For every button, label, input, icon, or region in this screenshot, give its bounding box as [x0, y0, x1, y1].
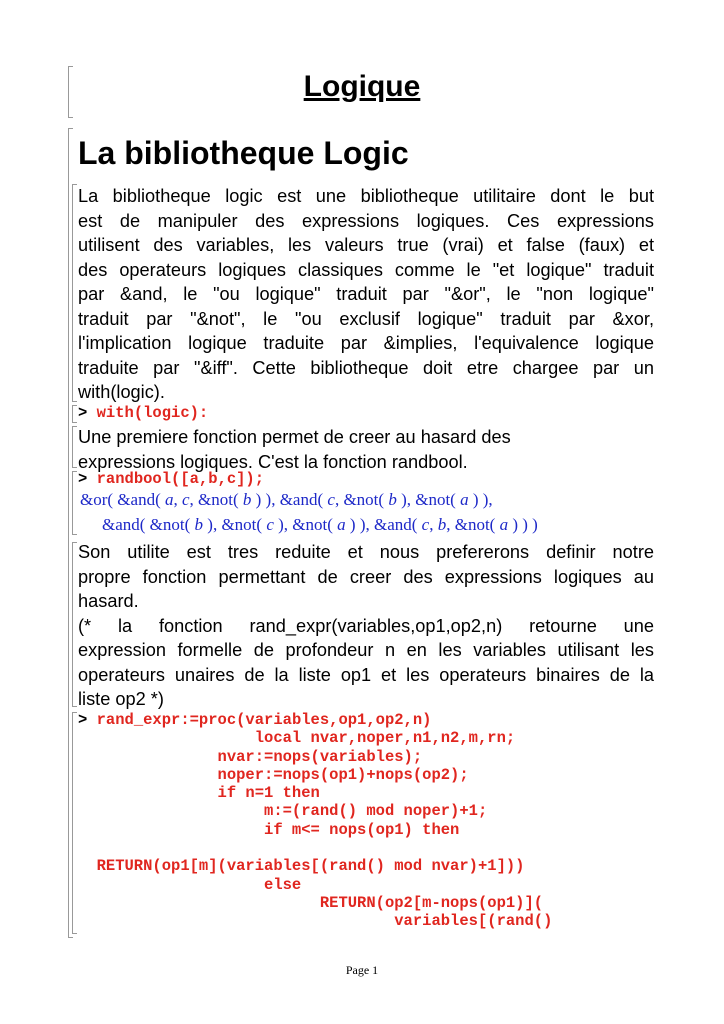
text-line: La bibliotheque logic est une bibliotheque utilitaire dont le but: [78, 186, 654, 206]
cell-bracket-cmd1: [72, 405, 73, 423]
rand-expr-code[interactable]: [78, 711, 552, 931]
text-line: operateurs unaires de la liste op1 et les operateurs binaires de la: [78, 664, 654, 685]
code-line: RETURN(op1[m](variables[(rand() mod nvar)+1])): [78, 857, 525, 876]
cell-bracket-intro: [72, 184, 73, 402]
intro-paragraph: [78, 184, 654, 405]
text-line: traduite par "&iff". Cette bibliotheque doit etre chargee par un: [78, 357, 654, 378]
text-line: traduit par "&not", le "ou exclusif logique" traduit par &xor,: [78, 308, 654, 329]
cell-bracket-para2: [72, 426, 73, 468]
text-line: utilisent des variables, les valeurs true (vrai) et false (faux) et: [78, 235, 654, 255]
command-code: with(logic):: [96, 404, 209, 422]
text-line: des operateurs logiques classiques comme le "et logique" traduit: [78, 259, 654, 280]
command-code: randbool([a,b,c]);: [96, 470, 265, 488]
code-line: m:=(rand() mod noper)+1;: [78, 802, 488, 821]
text-line: Son utilite est tres reduite et nous prefererons definir notre: [78, 542, 654, 562]
output-line-2: &and( &not( b ), &not( c ), &not( a ) ), &and( c, b, &not( a ) ) ): [102, 515, 538, 534]
rand-expr-paragraph: [78, 540, 654, 712]
text-line: est de manipuler des expressions logiques. Ces expressions: [78, 210, 654, 231]
text-line: Une premiere fonction permet de creer au hasard des: [78, 427, 511, 447]
cell-bracket-para3: [72, 542, 73, 707]
text-line: with(logic).: [78, 382, 165, 402]
text-line: propre fonction permettant de creer des expressions logiques au: [78, 566, 654, 587]
prompt: >: [78, 711, 97, 729]
text-line: liste op2 *): [78, 689, 164, 709]
text-line: l'implication logique traduite par &implies, l'equivalence logique: [78, 333, 654, 353]
page-number: Page 1: [345, 963, 379, 977]
cell-bracket-section: [68, 128, 69, 938]
text-line: (* la fonction rand_expr(variables,op1,op2,n) retourne une: [78, 615, 654, 636]
text-line: hasard.: [78, 591, 139, 611]
randbool-paragraph: [78, 425, 654, 474]
code-line: if m<= nops(op1) then: [78, 820, 460, 839]
code-line: else: [78, 875, 302, 894]
code-line: variables[(rand(): [78, 912, 553, 931]
command-with-logic[interactable]: [78, 404, 208, 422]
text-line: expressions logiques. C'est la fonction randbool.: [78, 451, 468, 472]
prompt: >: [78, 470, 97, 488]
code-line: local nvar,noper,n1,n2,m,rn;: [78, 729, 516, 748]
page-title: Logique: [303, 70, 421, 103]
output-line-1: &or( &and( a, c, &not( b ) ), &and( c, &not( b ), &not( a ) ),: [80, 490, 493, 509]
code-line: noper:=nops(op1)+nops(op2);: [78, 765, 469, 784]
text-line: expression formelle de profondeur n en les variables utilisant les: [78, 640, 654, 660]
code-line: if n=1 then: [78, 784, 320, 803]
section-heading: La bibliotheque Logic: [78, 135, 409, 171]
code-line: rand_expr:=proc(variables,op1,op2,n): [96, 711, 432, 729]
cell-bracket-code: [72, 712, 73, 934]
prompt: >: [78, 404, 97, 422]
command-randbool[interactable]: [78, 470, 264, 488]
cell-bracket-cmd2: [72, 471, 73, 535]
text-line: par &and, le "ou logique" traduit par "&or", le "non logique": [78, 284, 654, 304]
code-line: RETURN(op2[m-nops(op1)](: [78, 893, 544, 912]
code-line: nvar:=nops(variables);: [78, 747, 423, 766]
